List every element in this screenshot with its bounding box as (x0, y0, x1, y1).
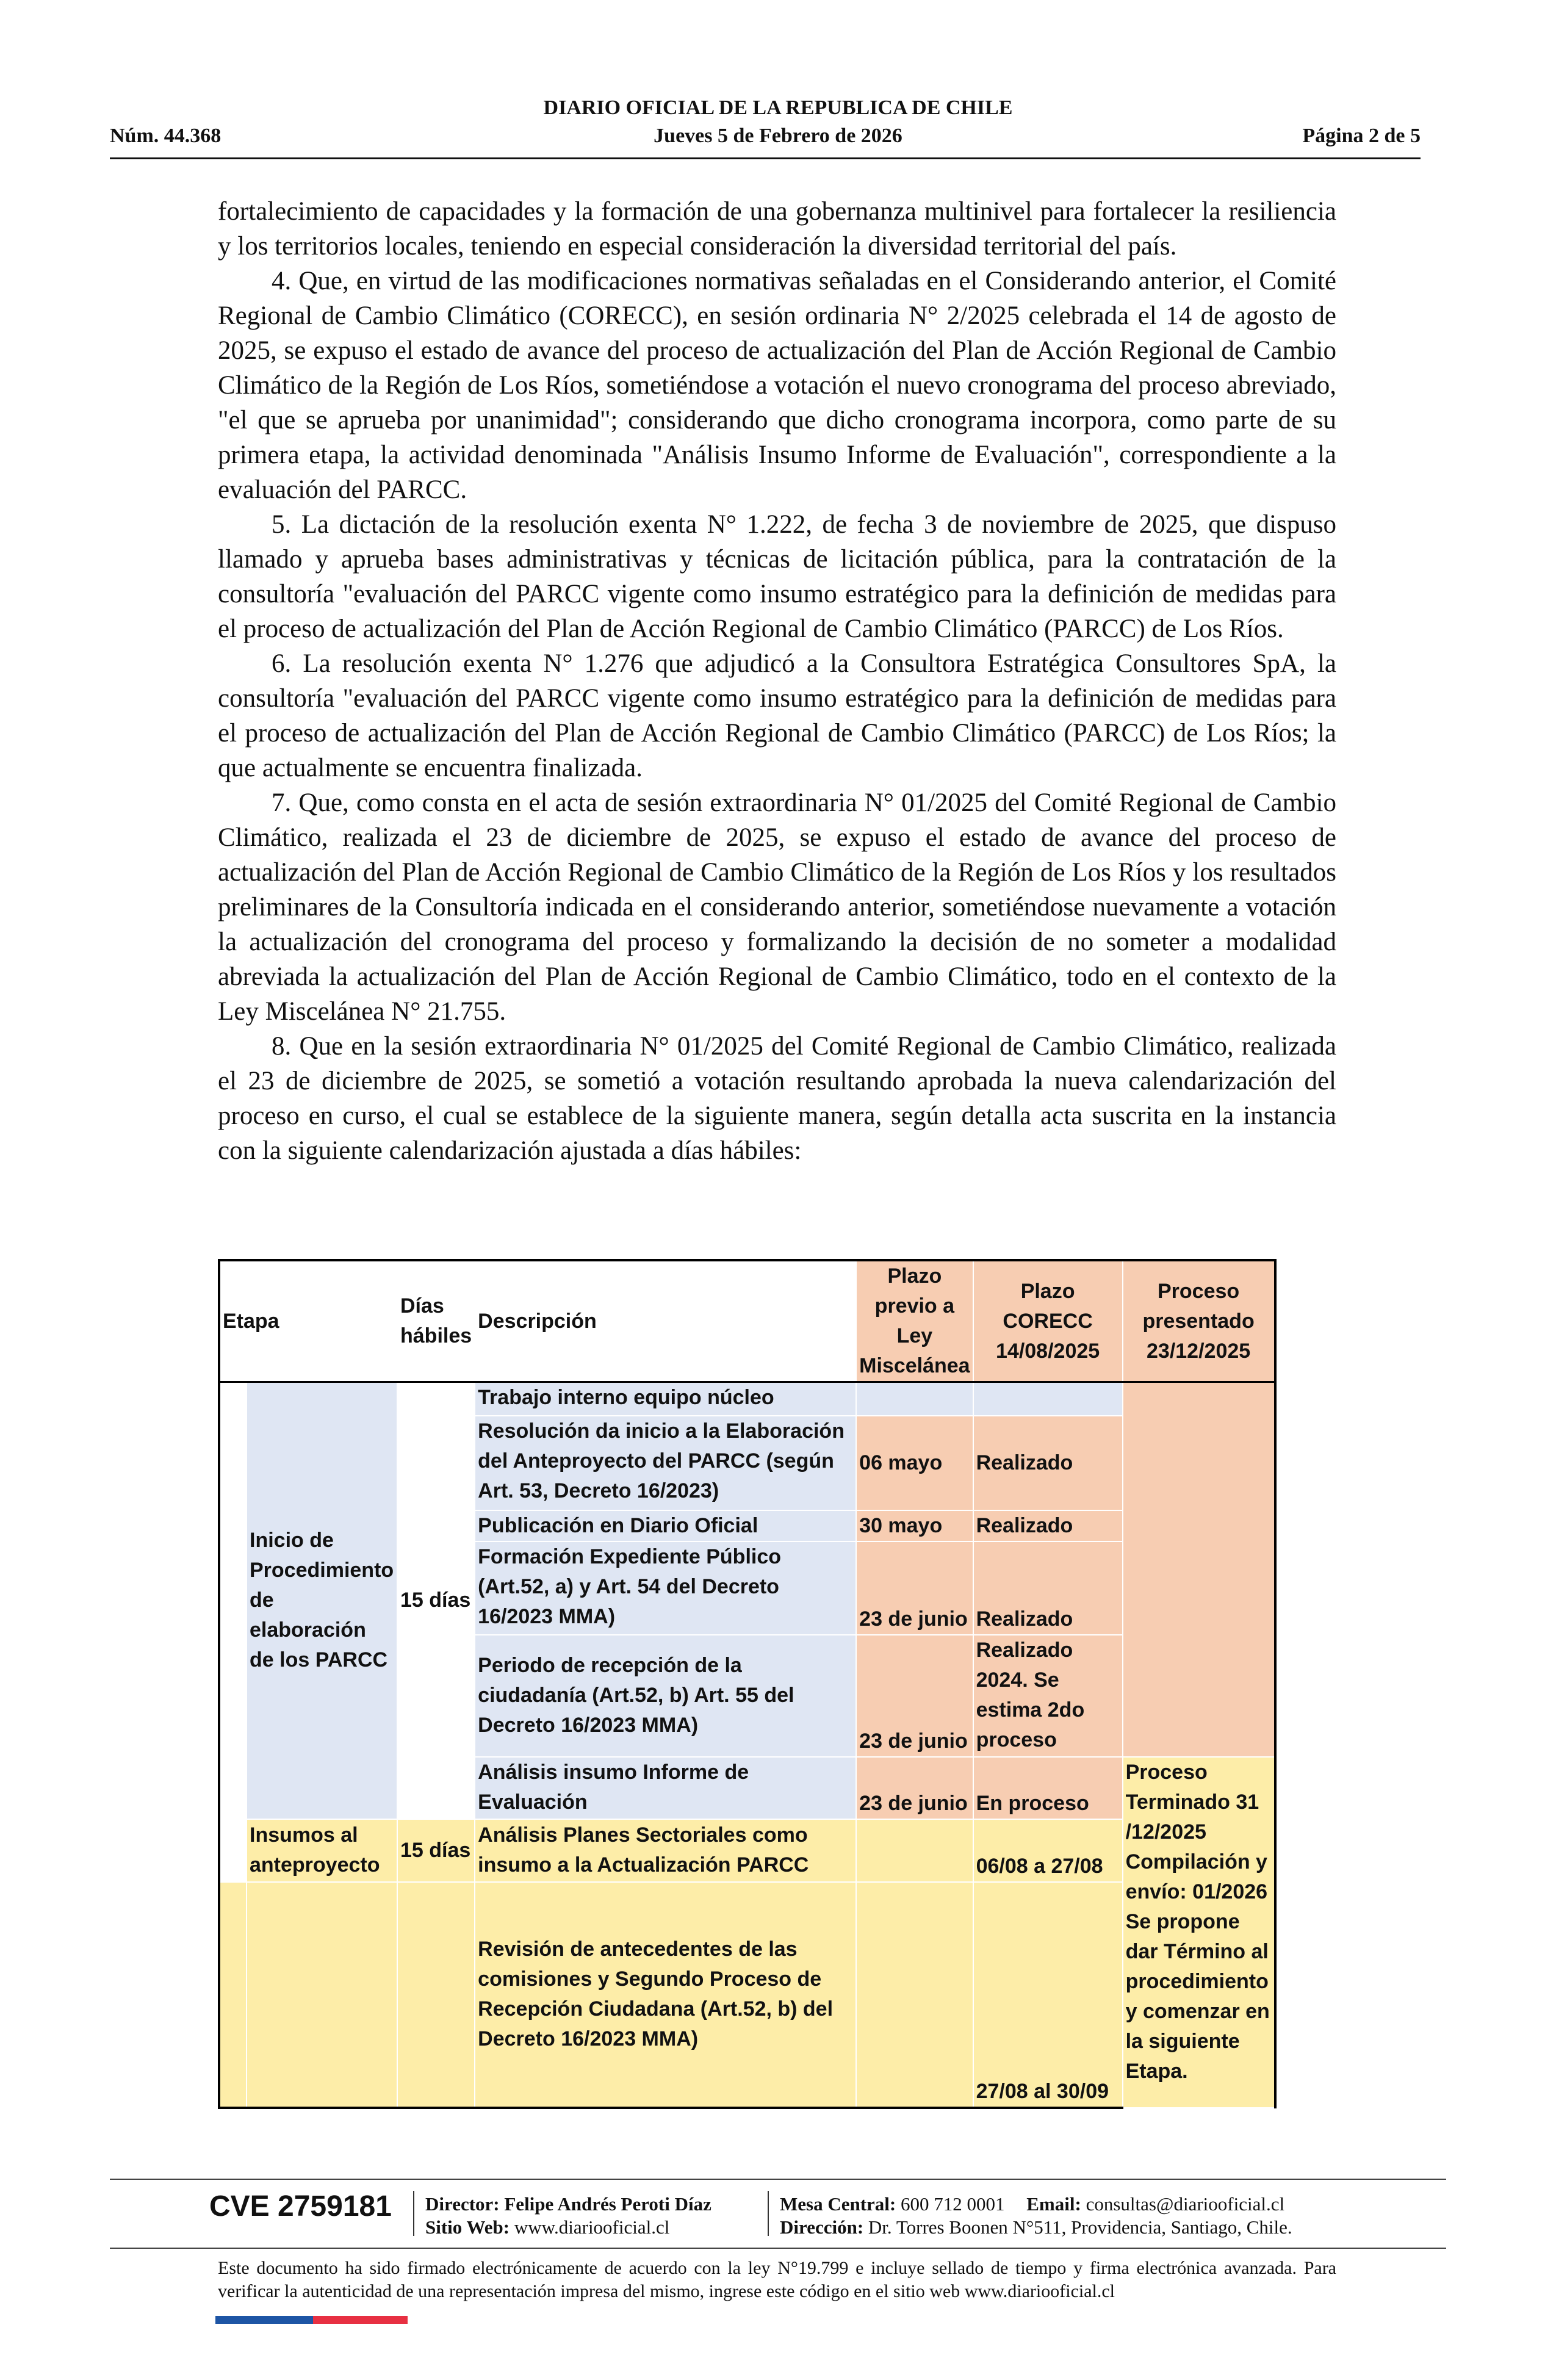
website-label: Sitio Web: (425, 2216, 510, 2238)
issue-date: Jueves 5 de Febrero de 2026 (654, 124, 902, 147)
row-descripcion: Periodo de recepción de la ciudadanía (Art.52, b) Art. 55 del Decreto 16/2023 MMA) (475, 1635, 856, 1757)
row-plazo-corecc: En proceso (973, 1757, 1123, 1819)
stage2-etapa: Insumos al anteproyecto (247, 1819, 397, 1882)
stage2-dias: 15 días (397, 1819, 475, 1882)
table-row (219, 1882, 1275, 2108)
table-row (219, 1819, 1275, 1882)
website-link[interactable]: www.diariooficial.cl (514, 2216, 670, 2238)
stage3-dias-empty (397, 1882, 475, 2108)
paragraph-6: 6. La resolución exenta N° 1.276 que adjudicó a la Consultora Estratégica Consultores SpA, la consultoría "evaluación del PARCC vigente como insumo estratégico para la definición de medidas para el proceso de actualización del Plan de Acción Regional de Cambio Climático (PARCC) de Los Ríos; la que actualmente se encuentra finalizada. (218, 649, 1336, 782)
director-label: Director: (425, 2193, 500, 2215)
header-rule (110, 157, 1421, 159)
stage3-etapa-empty (247, 1882, 397, 2108)
address-line (780, 2216, 1292, 2239)
footer-separator (768, 2191, 769, 2236)
flag-bar-red (313, 2316, 408, 2324)
spacer-cell (219, 1882, 247, 2108)
director-line (425, 2193, 711, 2216)
spacer-cell (219, 1382, 247, 1882)
schedule-table (218, 1259, 1277, 2109)
row-descripcion: Trabajo interno equipo núcleo (475, 1382, 856, 1416)
address-label: Dirección: (780, 2216, 864, 2238)
row-plazo-corecc: Realizado (973, 1416, 1123, 1510)
paragraph-7: 7. Que, como consta en el acta de sesión extraordinaria N° 01/2025 del Comité Regional de Cambio Climático, realizada el 23 de diciembre de 2025, se expuso el estado de avance del proceso de actualización del Plan de Acción Regional de Cambio Climático de la Región de Los Ríos y los resultados preliminares de la Consultoría indicada en el considerando anterior, sometiéndose nuevamente a votación la actualización del cronograma del proceso y formalizando la decisión de no someter a modalidad abreviada la actualización del Plan de Acción Regional de Cambio Climático, todo en el contexto de la Ley Miscelánea N° 21.755. (218, 788, 1336, 1026)
row-plazo-previo (856, 1882, 973, 2108)
row-plazo-corecc: Realizado (973, 1510, 1123, 1542)
row-descripcion: Análisis insumo Informe de Evaluación (475, 1757, 856, 1819)
flag-bar-blue (215, 2316, 313, 2324)
row-plazo-corecc (973, 1382, 1123, 1416)
stage1-etapa: Inicio de Procedimiento de elaboración de los PARCC (247, 1382, 397, 1819)
proceso-note: Proceso Terminado 31 /12/2025 Compilación y envío: 01/2026 Se propone dar Término al procedimiento y comenzar en la siguiente Etapa. (1123, 1757, 1275, 2108)
row-descripcion: Publicación en Diario Oficial (475, 1510, 856, 1542)
mesa-phone: 600 712 0001 (901, 2193, 1005, 2215)
table-row (219, 1382, 1275, 1416)
header-descripcion: Descripción (475, 1260, 856, 1382)
director-name: Felipe Andrés Peroti Díaz (504, 2193, 711, 2215)
issue-number: Núm. 44.368 (110, 124, 222, 147)
row-plazo-previo (856, 1819, 973, 1882)
row-plazo-corecc: 27/08 al 30/09 (973, 1882, 1123, 2108)
stage1-dias: 15 días (397, 1382, 475, 1819)
page-indicator: Página 2 de 5 (1302, 124, 1421, 147)
cve-code: CVE 2759181 (209, 2190, 392, 2223)
header-plazo-corecc: Plazo CORECC 14/08/2025 (973, 1260, 1123, 1382)
row-plazo-previo: 23 de junio (856, 1542, 973, 1635)
header-plazo-previo: Plazo previo a Ley Miscelánea (856, 1260, 973, 1382)
address-text: Dr. Torres Boonen N°511, Providencia, Santiago, Chile. (868, 2216, 1292, 2238)
website-line (425, 2216, 669, 2239)
footer-rule-top (110, 2179, 1446, 2180)
row-plazo-previo (856, 1382, 973, 1416)
row-plazo-previo: 23 de junio (856, 1757, 973, 1819)
mesa-label: Mesa Central: (780, 2193, 896, 2215)
paragraph-4: 4. Que, en virtud de las modificaciones normativas señaladas en el Considerando anterior, el Comité Regional de Cambio Climático (CORECC), en sesión ordinaria N° 2/2025 celebrada el 14 de agosto de 2025, se expuso el estado de avance del proceso de actualización del Plan de Acción Regional de Cambio Climático de la Región de Los Ríos, sometiéndose a votación el nuevo cronograma del proceso abreviado, "el que se aprueba por unanimidad"; considerando que dicho cronograma incorpora, como parte de su primera etapa, la actividad denominada "Análisis Insumo Informe de Evaluación", correspondiente a la evaluación del PARCC. (218, 267, 1336, 504)
row-plazo-previo: 06 mayo (856, 1416, 973, 1510)
row-descripcion: Análisis Planes Sectoriales como insumo a la Actualización PARCC (475, 1819, 856, 1882)
legal-notice: Este documento ha sido firmado electrónicamente de acuerdo con la ley N°19.799 e incluye sellado de tiempo y firma electrónica avanzada. Para verificar la autenticidad de una representación impresa del mismo, ingrese este código en el sitio web www.diariooficial.cl (218, 2258, 1336, 2301)
paragraph-continuation: fortalecimiento de capacidades y la formación de una gobernanza multinivel para fortalecer la resiliencia y los territorios locales, teniendo en especial consideración la diversidad territorial del país. (218, 197, 1336, 261)
proceso-empty-cell (1123, 1382, 1275, 1757)
publication-title: DIARIO OFICIAL DE LA REPUBLICA DE CHILE (543, 96, 1013, 119)
paragraph-5: 5. La dictación de la resolución exenta N° 1.222, de fecha 3 de noviembre de 2025, que dispuso llamado y aprueba bases administrativas y técnicas de licitación pública, para la contratación de la consultoría "evaluación del PARCC vigente como insumo estratégico para la definición de medidas para el proceso de actualización del Plan de Acción Regional de Cambio Climático (PARCC) de Los Ríos. (218, 510, 1336, 643)
row-plazo-corecc: Realizado (973, 1542, 1123, 1635)
table-header-row (219, 1260, 1275, 1382)
row-descripcion: Resolución da inicio a la Elaboración del Anteproyecto del PARCC (según Art. 53, Decreto 16/2023) (475, 1416, 856, 1510)
row-plazo-corecc: 06/08 a 27/08 (973, 1819, 1123, 1882)
row-descripcion: Revisión de antecedentes de las comisiones y Segundo Proceso de Recepción Ciudadana (Art.52, b) del Decreto 16/2023 MMA) (475, 1882, 856, 2108)
header-etapa: Etapa (219, 1260, 397, 1382)
contact-line (780, 2193, 1284, 2216)
row-descripcion: Formación Expediente Público (Art.52, a) y Art. 54 del Decreto 16/2023 MMA) (475, 1542, 856, 1635)
email-label: Email: (1026, 2193, 1081, 2215)
paragraph-8: 8. Que en la sesión extraordinaria N° 01/2025 del Comité Regional de Cambio Climático, realizada el 23 de diciembre de 2025, se sometió a votación resultando aprobada la nueva calendarización del proceso en curso, el cual se establece de la siguiente manera, según detalla acta suscrita en la instancia con la siguiente calendarización ajustada a días hábiles: (218, 1032, 1336, 1165)
document-body (218, 194, 1336, 1168)
header-dias: Días hábiles (397, 1260, 475, 1382)
email-link[interactable]: consultas@diariooficial.cl (1086, 2193, 1285, 2215)
footer-separator (413, 2191, 414, 2236)
row-plazo-previo: 23 de junio (856, 1635, 973, 1757)
footer-rule-bottom (110, 2248, 1446, 2249)
header-proceso: Proceso presentado 23/12/2025 (1123, 1260, 1275, 1382)
row-plazo-corecc: Realizado 2024. Se estima 2do proceso (973, 1635, 1123, 1757)
row-plazo-previo: 30 mayo (856, 1510, 973, 1542)
